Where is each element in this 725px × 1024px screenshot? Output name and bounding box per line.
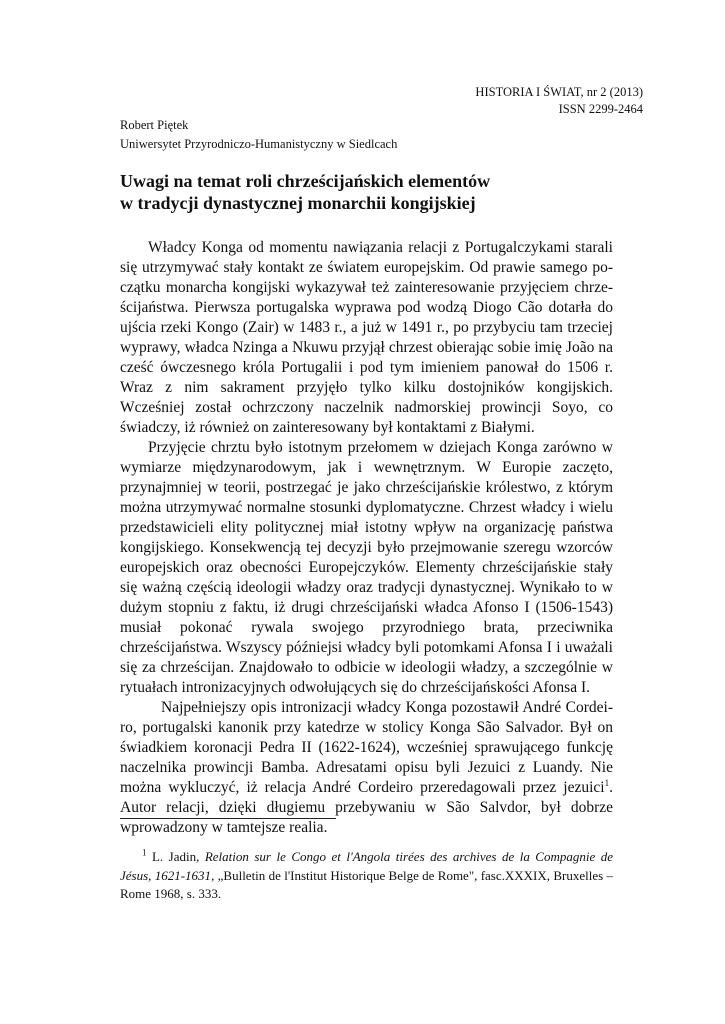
paragraph-3-text: Najpełniejszy opis intronizacji władcy Konga pozostawił André Cordeiro, portugalski kanonik przy katedrze w stolicy Konga São Salvador. Był on świadkiem koronacji Pedra II (1622-1624), wcześniej sprawującego funkcję naczelnika prowincji Bamba. Adresatami opisu byli Jezuici z Luandy. Nie można wykluczyć, iż relacja André Cordeiro przeredagowali przez jezuici — [120, 699, 613, 796]
footnote-reference: 1 — [604, 777, 610, 788]
article-title-line-1: Uwagi na temat roli chrześcijańskich elementów — [120, 171, 491, 191]
footnote-number: 1 — [142, 847, 147, 858]
journal-title: HISTORIA I ŚWIAT, nr 2 (2013) — [475, 85, 643, 99]
footnote-details: , „Bulletin de l'Institut Historique Belge de Rome", fasc.XXXIX, Bruxelles – Rome 1968, s. 333. — [120, 867, 613, 901]
author-affiliation: Uniwersytet Przyrodniczo-Humanistyczny w Siedlcach — [120, 137, 398, 151]
journal-header — [475, 84, 643, 118]
paragraph-2: Przyjęcie chrztu było istotnym przełomem w dziejach Konga zarówno w wymiarze międzynarodowym, jak i wewnętrznym. W Europie zaczęto, przynajmniej w teorii, postrzegać je jako chrześcijańskie królestwo, z którym można utrzymywać normalne stosunki dyplomatyczne. Chrzest władcy i wielu przedstawicieli elity politycznej miał istotny wpływ na organizację państwa kongijskiego. Konsekwencją tej decyzji było przejmowanie szeregu wzorców europejskich oraz obecności Europejczyków. Elementy chrześcijańskie stały się ważną częścią ideologii władzy oraz tradycji dynastycznej. Wynikało to w dużym stopniu z faktu, iż drugi chrześcijański władca Afonso I (1506-1543) musiał pokonać rywala swojego przyrodniego brata, przeciwnika chrześcijaństwa. Wszyscy późniejsi władcy byli potomkami Afonsa I i uważali się za chrześcijan. Znajdowało to odbicie w ideologii władzy, a szczególnie w rytuałach intronizacyjnych odwołujących się do chrześcijańskości Afonsa I. — [120, 439, 613, 696]
footnote-source-title: Relation sur le Congo et l'Angola tirées des archives de la Compagnie de Jésus, 1621-1631 — [120, 849, 613, 883]
author-name: Robert Piętek — [120, 118, 189, 132]
paragraph-3 — [120, 698, 613, 838]
paragraph-1: Władcy Konga od momentu nawiązania relacji z Portugalczykami starali się utrzymywać stały kontakt ze światem europejskim. Od prawie samego początku monarcha kongijski wykazywał też zainteresowanie przyjęciem chrześcijaństwa. Pierwsza portugalska wyprawa pod wodzą Diogo Cão dotarła do ujścia rzeki Kongo (Zair) w 1483 r., a już w 1491 r., po przybyciu tam trzeciej wyprawy, władca Nzinga a Nkuwu przyjął chrzest obierając sobie imię João na cześć ówczesnego króla Portugalii i pod tym imieniem panował do 1506 r. Wraz z nim sakrament przyjęło tylko kilku dostojników kongijskich. Wcześniej został ochrzczony naczelnik nadmorskiej prowincji Soyo, co świadczy, iż również on zainteresowany był kontaktami z Białymi. — [120, 239, 613, 436]
journal-issn: ISSN 2299-2464 — [558, 102, 643, 116]
article-title-line-2: w tradycji dynastycznej monarchii kongijskiej — [120, 193, 476, 213]
paragraph-3-tail: . Autor relacji, dzięki długiemu przebywaniu w São Salvdor, był dobrze wprowadzony w tamtejsze realia. — [120, 779, 613, 836]
author-block — [120, 116, 397, 154]
footnote-separator — [120, 818, 336, 819]
footnote-lead: L. Jadin, — [146, 849, 205, 864]
article-title — [120, 170, 620, 214]
article-body — [120, 238, 613, 838]
footnote-1 — [120, 848, 613, 904]
